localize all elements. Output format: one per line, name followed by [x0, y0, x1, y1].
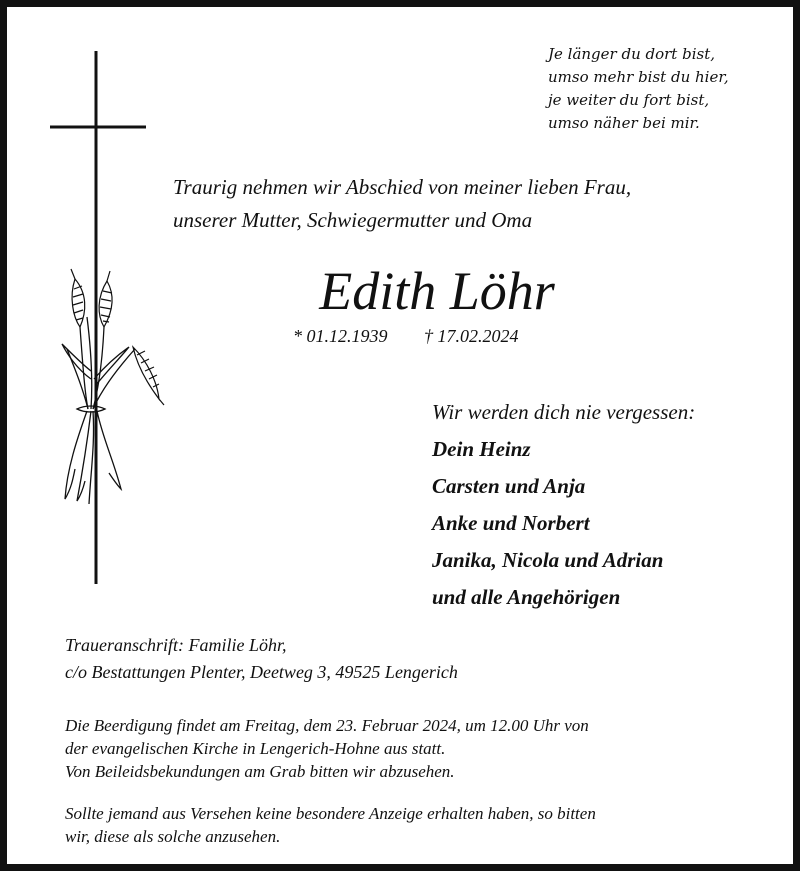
mourner-name: Carsten und Anja [432, 474, 586, 498]
funeral-line: Die Beerdigung findet am Freitag, dem 23. Februar 2024, um 12.00 Uhr von [65, 716, 589, 735]
poem-line: je weiter du fort bist, [548, 91, 710, 109]
mourner-name: und alle Angehörigen [432, 585, 621, 609]
funeral-line: Von Beileidsbekundungen am Grab bitten wir abzusehen. [65, 762, 455, 781]
mourner-name: Anke und Norbert [432, 511, 590, 535]
mourner-name: Dein Heinz [432, 437, 531, 461]
intro-text [173, 171, 631, 237]
mourner-name: Janika, Nicola und Adrian [432, 548, 664, 572]
poem-line: Je länger du dort bist, [548, 45, 715, 63]
intro-line: unserer Mutter, Schwiegermutter und Oma [173, 208, 533, 232]
poem-line: umso näher bei mir. [548, 114, 700, 132]
address-line: c/o Bestattungen Plenter, Deetweg 3, 49525 Lengerich [65, 662, 458, 682]
funeral-line: der evangelischen Kirche in Lengerich-Hohne aus statt. [65, 739, 446, 758]
mourning-address [65, 632, 458, 686]
mourners-list [432, 431, 663, 616]
notice-line: wir, diese als solche anzusehen. [65, 827, 281, 846]
life-dates [293, 324, 519, 348]
notice-line: Sollte jemand aus Versehen keine besondere Anzeige erhalten haben, so bitten [65, 804, 596, 823]
address-line: Traueranschrift: Familie Löhr, [65, 635, 287, 655]
death-date: † 17.02.2024 [424, 326, 519, 346]
deceased-name: Edith Löhr [319, 261, 555, 321]
intro-line: Traurig nehmen wir Abschied von meiner lieben Frau, [173, 175, 632, 199]
poem-line: umso mehr bist du hier, [548, 68, 729, 86]
mourners-heading: Wir werden dich nie vergessen: [432, 400, 696, 424]
poem [548, 43, 729, 135]
birth-date: * 01.12.1939 [293, 326, 388, 346]
closing-notice [65, 802, 765, 848]
funeral-info [65, 714, 765, 783]
